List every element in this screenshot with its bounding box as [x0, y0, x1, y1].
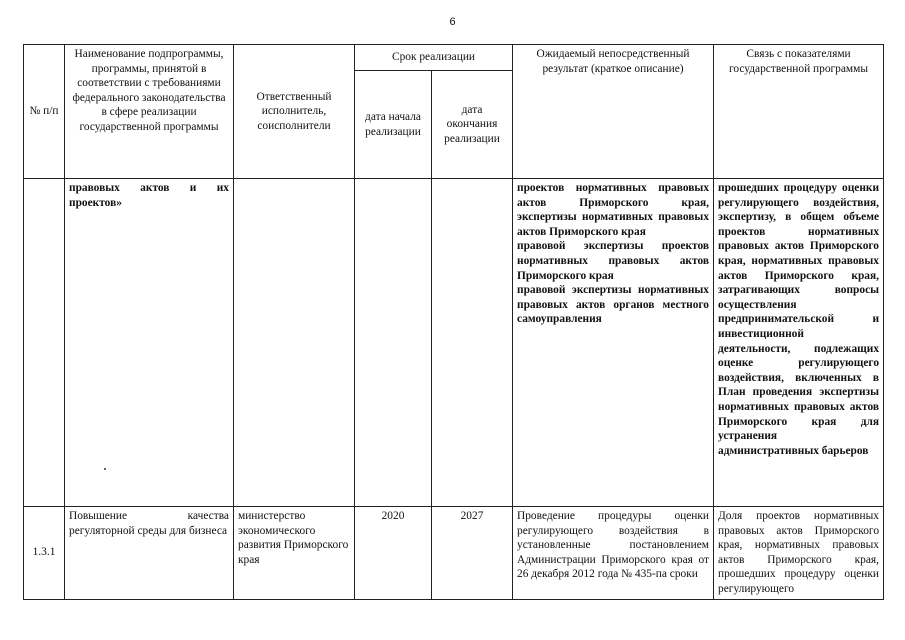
program-table	[23, 44, 884, 600]
cell-end-1-3-1: 2027	[432, 507, 513, 600]
cell-start-1-3-1: 2020	[355, 507, 432, 600]
header-responsible: Ответственный исполнитель, соисполнители	[234, 45, 355, 179]
header-num: № п/п	[24, 45, 65, 179]
header-name: Наименование подпрограммы, программы, принятой в соответствии с требованиями федерального законодательства в сфере реализации государственной программы	[65, 45, 234, 179]
result-para-3: правовой экспертизы нормативных правовых актов органов местного самоуправления	[517, 284, 710, 326]
cell-name-continued: правовых актов и их проектов»	[65, 179, 234, 507]
cell-result-1-3-1: Проведение процедуры оценки регулирующего воздействия в установленные постановлением Администрации Приморского края от 26 декабря 2012 года № 435-па сроки	[513, 507, 714, 600]
result-para-1: проектов нормативных правовых актов Приморского края, экспертизы нормативных правовых актов Приморского края	[517, 182, 710, 238]
cell-link-1-3-1: Доля проектов нормативных правовых актов Приморского края, нормативных правовых актов Приморского края, прошедших процедуру оценки регулирующего	[714, 507, 884, 600]
header-result: Ожидаемый непосредственный результат (краткое описание)	[513, 45, 714, 179]
cell-start-empty	[355, 179, 432, 507]
header-start: дата начала реализации	[355, 71, 432, 179]
cell-result-continued	[513, 179, 714, 507]
cell-responsible-1-3-1: министерство экономического развития Приморского края	[234, 507, 355, 600]
header-end: дата окончания реализации	[432, 71, 513, 179]
header-link: Связь с показателями государственной программы	[714, 45, 884, 179]
cell-responsible-empty	[234, 179, 355, 507]
cell-num-empty	[24, 179, 65, 507]
scan-speck	[104, 468, 106, 470]
cell-end-empty	[432, 179, 513, 507]
cell-num-1-3-1: 1.3.1	[24, 507, 65, 600]
page-number: 6	[449, 16, 456, 28]
header-period: Срок реализации	[355, 45, 513, 71]
table-row-continued	[24, 179, 884, 507]
result-para-2: правовой экспертизы проектов нормативных правовых актов Приморского края	[517, 240, 710, 282]
cell-link-continued: прошедших процедуру оценки регулирующего воздействия, экспертизу, в общем объеме проектов нормативных правовых актов Приморского края, нормативных правовых актов Приморского края, затрагивающих вопросы осуществления предпринимательской и инвестиционной деятельности, подлежащих оценке регулирующего воздействия, включенных в План проведения экспертизы нормативных правовых актов Приморского края для устранения административных барьеров	[714, 179, 884, 507]
table-row-1-3-1	[24, 507, 884, 600]
header-row-1	[24, 45, 884, 71]
cell-name-1-3-1: Повышение качества регуляторной среды для бизнеса	[65, 507, 234, 600]
